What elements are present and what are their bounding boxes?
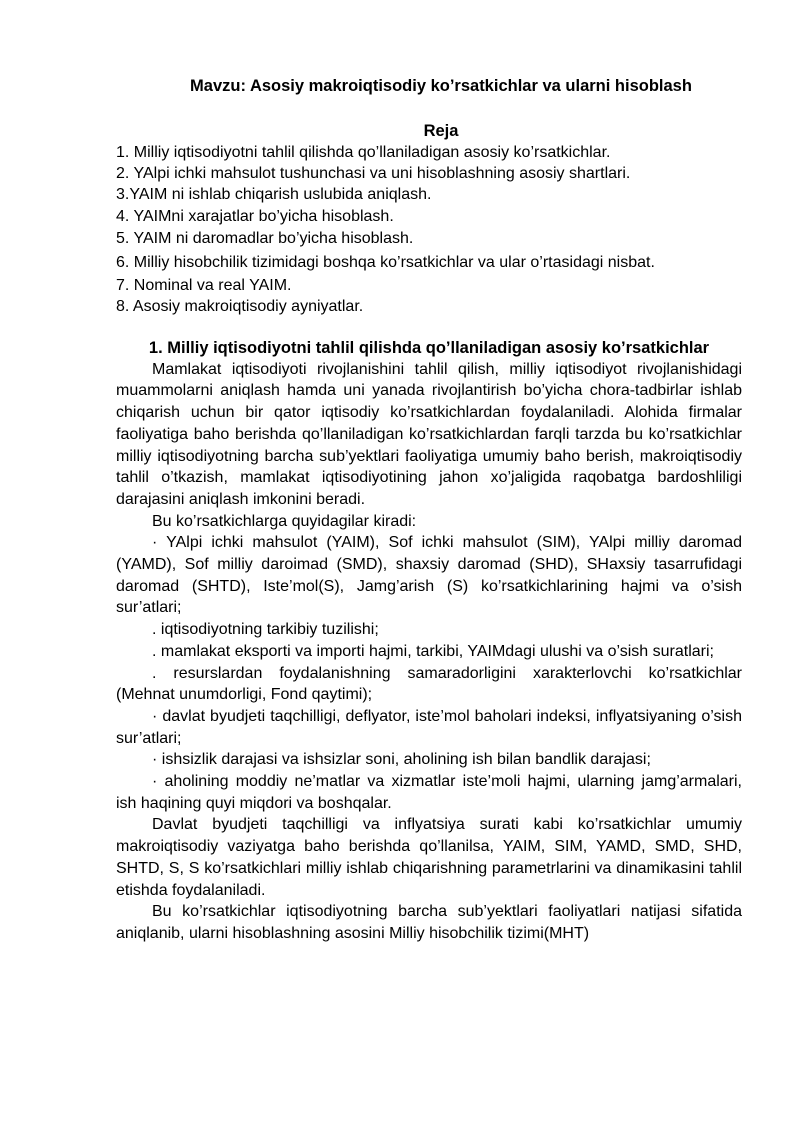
plan-item: 5. YAIM ni daromadlar bo’yicha hisoblash. [116,229,414,247]
paragraph: Mamlakat iqtisodiyoti rivojlanishini tahlil qilish, milliy iqtisodiyot rivojlanishidagi muammolarni aniqlash hamda uni yanada rivojlantirish bo’yicha chora-tadbirlar ishlab chiqarish uchun bir qator iqtisodiy ko’rsatkichlardan foydalaniladi. Alohida firmalar faoliyatiga baho berishda qo’llaniladigan ko’rsatkichlardan farqli tarzda bu ko’rsatkichlar milliy iqtisodiyotning barcha sub’yektlari faoliyatiga umumiy baho berish, makroiqtisodiy tahlil o’tkazish, mamlakat iqtisodiyotining jahon xo’jaligida raqobatga bardoshliligi darajasini aniqlash imkonini beradi. [116,360,742,508]
document-title: Mavzu: Asosiy makroiqtisodiy ko’rsatkichlar va ularni hisoblash [190,77,692,95]
plan-item: 7. Nominal va real YAIM. [116,276,292,294]
plan-item: 8. Asosiy makroiqtisodiy ayniyatlar. [116,298,364,316]
paragraph: Bu ko’rsatkichlar iqtisodiyotning barcha sub’yektlari faoliyatlari natijasi sifatida aniqlanib, ularni hisoblashning asosini Milliy hisobchilik tizimi(MHT) [116,903,742,942]
plan-item: 1. Milliy iqtisodiyotni tahlil qilishda qo’llaniladigan asosiy ko’rsatkichlar. [116,144,611,161]
section-heading: 1. Milliy iqtisodiyotni tahlil qilishda qo’llaniladigan asosiy ko’rsatkichlar [148,339,710,358]
paragraph: Bu ko’rsatkichlarga quyidagilar kiradi: [152,512,417,530]
paragraph: Davlat byudjeti taqchilligi va inflyatsiya surati kabi ko’rsatkichlar umumiy makroiqtisodiy vaziyatga baho berishda qo’llanilsa, YAIM, SIM, YAMD, SMD, SHD, SHTD, S, S ko’rsatkichlari milliy ishlab chiqarishning parametrlarini va dinamikasini tahlil etishda foydalaniladi. [116,816,742,899]
plan-item: 6. Milliy hisobchilik tizimidagi boshqa ko’rsatkichlar va ular o’rtasidagi nisbat. [116,253,655,271]
plan-item: 4. YAIMni xarajatlar bo’yicha hisoblash. [116,207,394,225]
plan-heading: Reja [423,122,459,140]
bullet-paragraph: . resurslardan foydalanishning samaradorligini xarakterlovchi ko’rsatkichlar (Mehnat unumdorligi, Fond qaytimi); [116,664,742,704]
bullet-paragraph: · YAlpi ichki mahsulot (YAIM), Sof ichki mahsulot (SIM), YAlpi milliy daromad (YAMD), Sof milliy daroimad (SMD), shaxsiy daromad (SHD), SHaxsiy tasarrufidagi daromad (SHTD), Iste’mol(S), Jamg’arish (S) ko’rsatkichlarining hajmi va o’sish sur’atlari; [116,534,742,617]
bullet-paragraph: · ishsizlik darajasi va ishsizlar soni, aholining ish bilan bandlik darajasi; [152,751,651,769]
section-body [116,359,742,945]
plan-item: 2. YAlpi ichki mahsulot tushunchasi va uni hisoblashning asosiy shartlari. [116,165,631,183]
document-page [116,74,742,945]
plan-item: 3.YAIM ni ishlab chiqarish uslubida aniqlash. [116,186,432,204]
bullet-paragraph: . mamlakat eksporti va importi hajmi, tarkibi, YAIMdagi ulushi va o’sish suratlari; [152,642,714,660]
bullet-paragraph: · davlat byudjeti taqchilligi, deflyator, iste’mol baholari indeksi, inflyatsiyaning o’sish sur’atlari; [116,707,742,747]
bullet-paragraph: · aholining moddiy ne’matlar va xizmatlar iste’moli hajmi, ularning jamg’armalari, ish haqining quyi miqdori va boshqalar. [116,773,742,812]
plan-list [116,142,742,317]
bullet-paragraph: . iqtisodiyotning tarkibiy tuzilishi; [152,621,379,639]
